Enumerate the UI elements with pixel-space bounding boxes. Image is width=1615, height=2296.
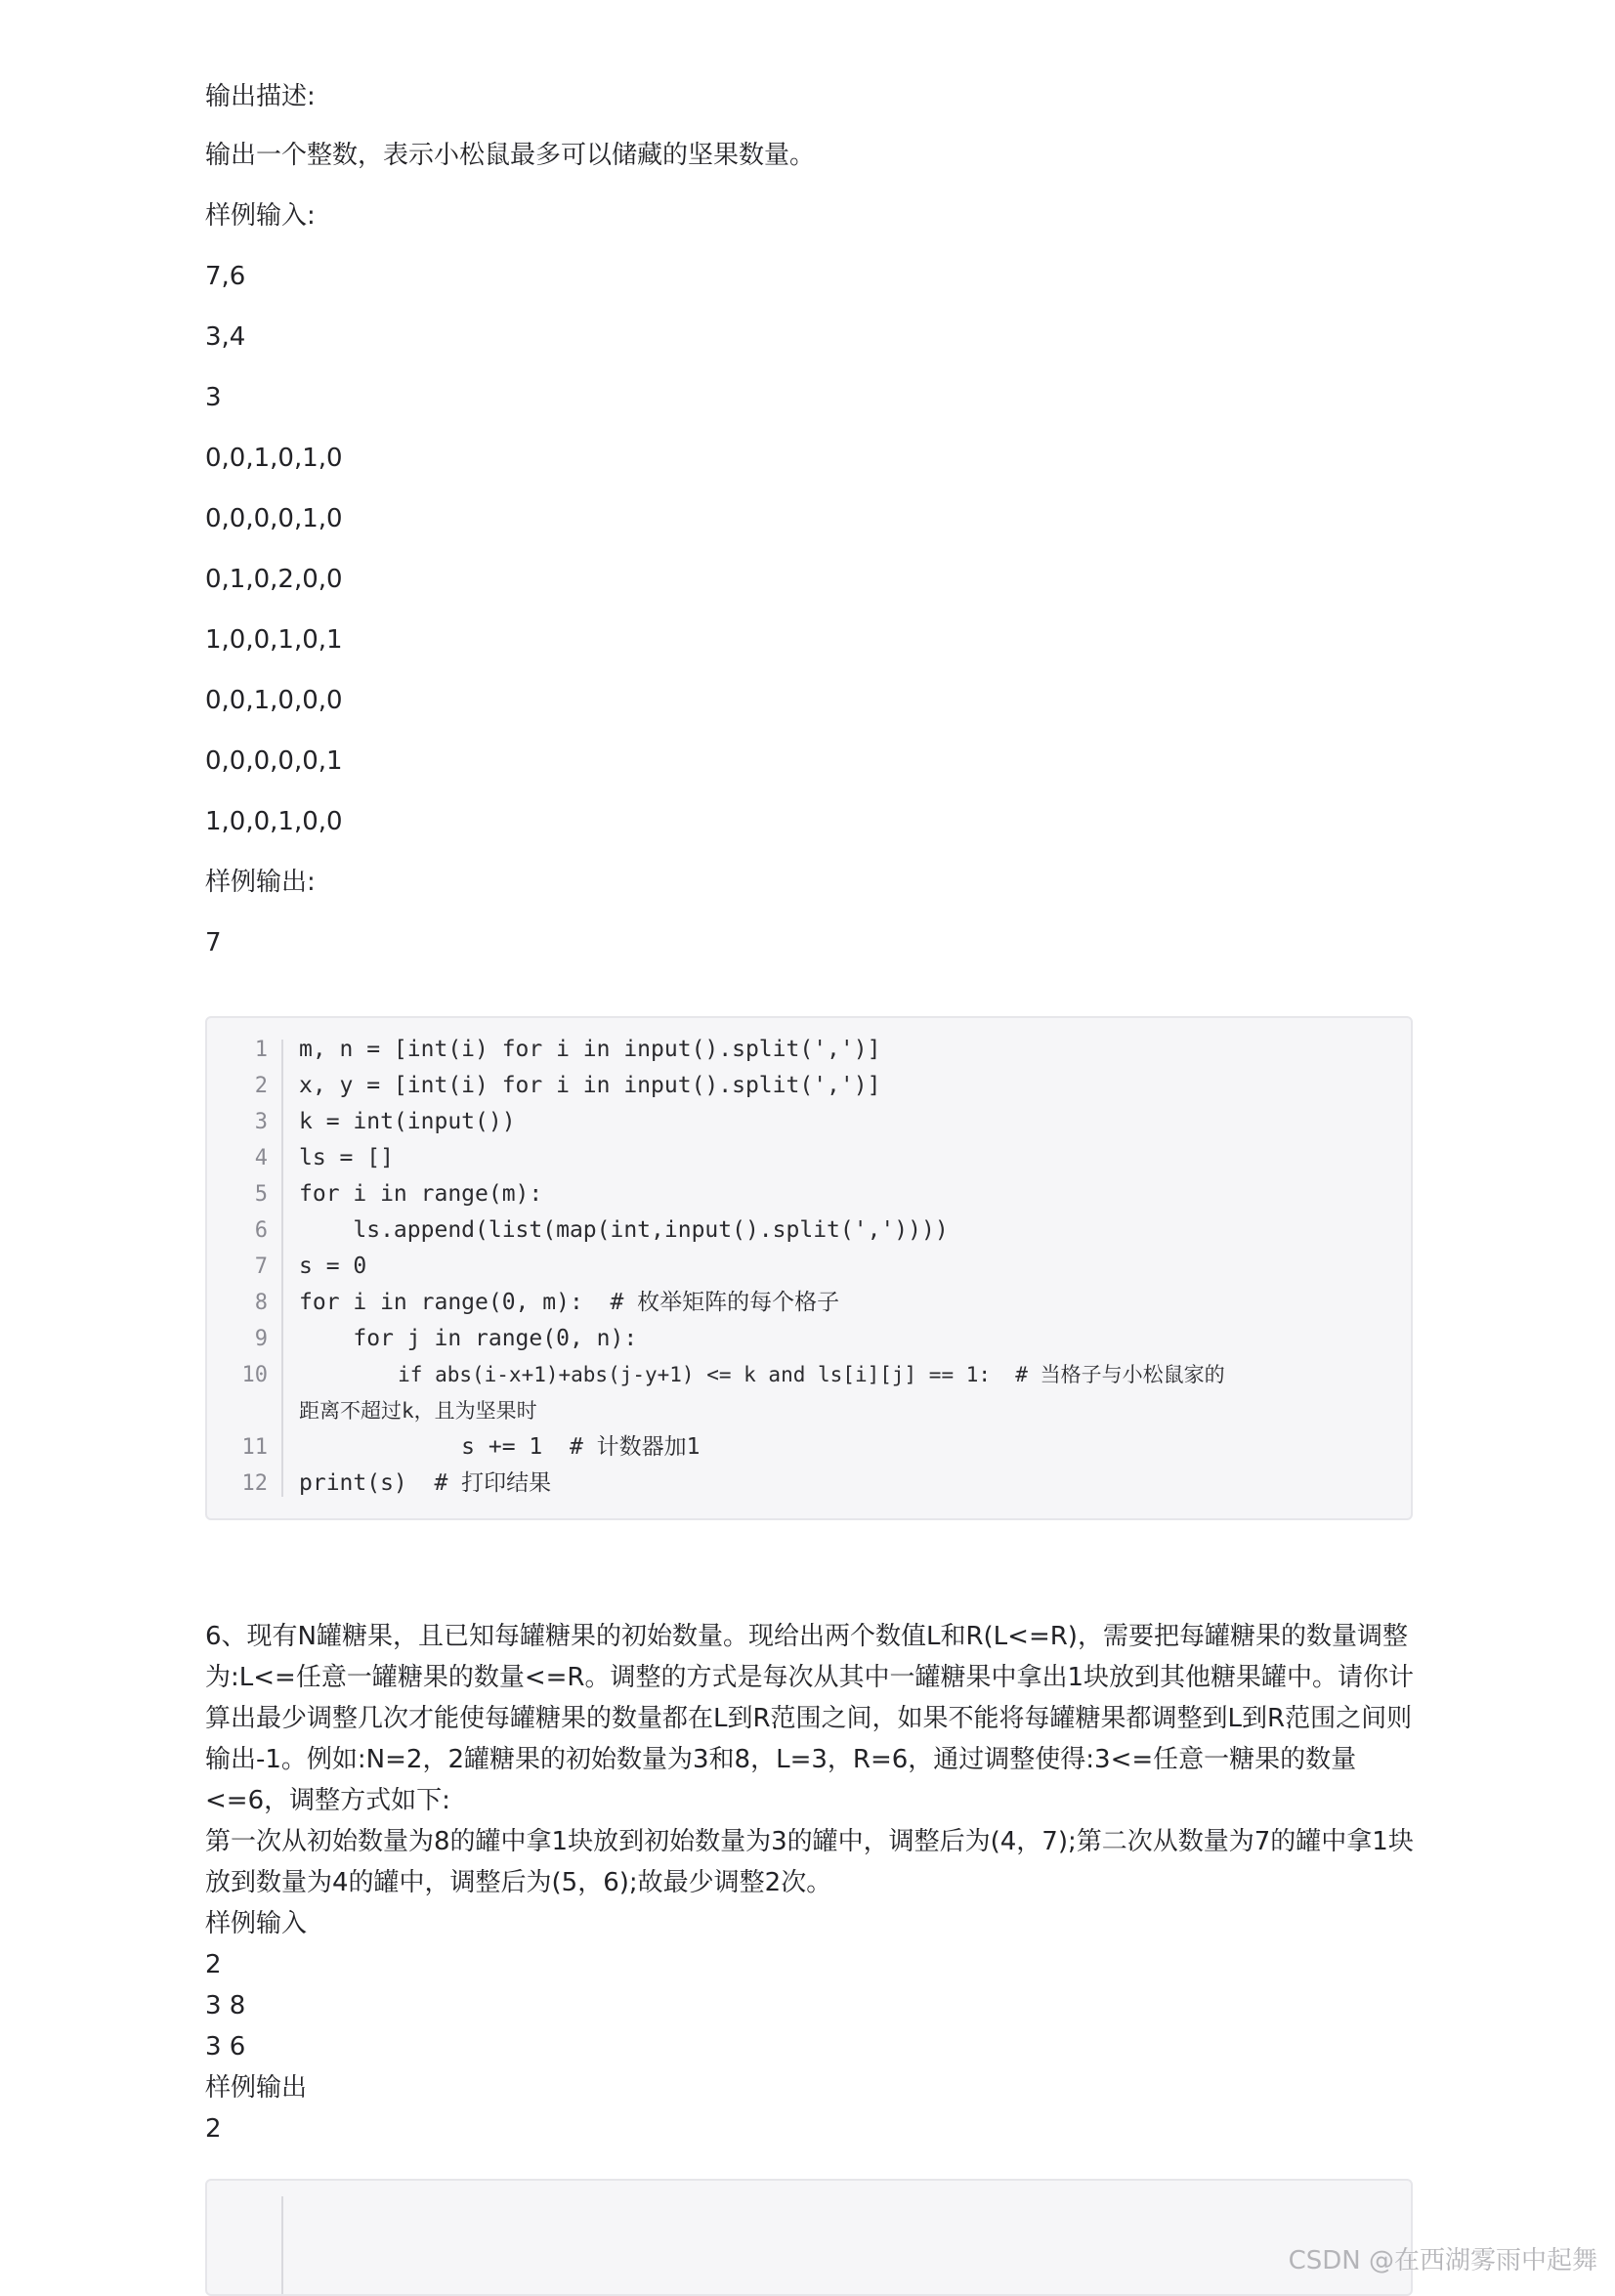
code-line: [207, 1285, 1409, 1321]
problem-6-sample-input-label: 样例输入: [205, 1909, 308, 1938]
code-text: print(s) # 打印结果: [299, 1470, 552, 1496]
code-text: for i in range(0, m): # 枚举矩阵的每个格子: [299, 1290, 840, 1315]
code-text: for i in range(m):: [299, 1181, 543, 1207]
line-number: 6: [254, 1218, 268, 1243]
code-text: if abs(i-x+1)+abs(j-y+1) <= k and ls[i][j] == 1: # 当格子与小松鼠家的: [299, 1363, 1225, 1386]
line-number: 3: [254, 1110, 268, 1134]
code-text: x, y = [int(i) for i in input().split(',')]: [299, 1073, 881, 1098]
output-desc-label: 输出描述:: [205, 82, 316, 111]
code-text: s += 1 # 计数器加1: [299, 1434, 701, 1460]
code-block[interactable]: [205, 1016, 1413, 1520]
problem-6-sample-input-line: 3 8: [205, 1991, 246, 2020]
problem-6-sample-input-line: 3 6: [205, 2032, 246, 2062]
line-number: 1: [254, 1038, 268, 1062]
code-line-continuation: [207, 1393, 1409, 1429]
line-number: 11: [241, 1435, 268, 1460]
code-block-partial[interactable]: [205, 2179, 1413, 2296]
problem-6-example: 第一次从初始数量为8的罐中拿1块放到初始数量为3的罐中，调整后为(4，7);第二次从数量为7的罐中拿1块放到数量为4的罐中，调整后为(5，6);故最少调整2次。: [205, 1827, 1414, 1897]
code-line: [207, 1466, 1409, 1502]
line-number: 8: [254, 1291, 268, 1315]
code-text: s = 0: [299, 1254, 367, 1279]
problem-6-paragraph: 6、现有N罐糖果，且已知每罐糖果的初始数量。现给出两个数值L和R(L<=R)，需要把每罐糖果的数量调整为:L<=任意一罐糖果的数量<=R。调整的方式是每次从其中一罐糖果中拿出1块放到其他糖果罐中。请你计算出最少调整几次才能使每罐糖果的数量都在L到R范围之间，如果不能将每罐糖果都调整到L到R范围之间则输出-1。例如:N=2，2罐糖果的初始数量为3和8，L=3，R=6，通过调整使得:3<=任意一糖果的数量<=6，调整方式如下:: [205, 1622, 1414, 1815]
code-line: [207, 1321, 1409, 1357]
sample-input-line: 3,4: [205, 322, 246, 352]
line-number: 7: [254, 1254, 268, 1279]
sample-input-label: 样例输入:: [205, 201, 316, 231]
sample-input-line: 1,0,0,1,0,1: [205, 625, 343, 655]
code-line: [207, 1032, 1409, 1068]
csdn-watermark: CSDN @在西湖雾雨中起舞: [1288, 2246, 1597, 2275]
sample-input-line: 0,0,1,0,1,0: [205, 444, 343, 473]
code-line: [207, 1140, 1409, 1176]
problem-6-description: [205, 1616, 1417, 2149]
sample-input-line: 1,0,0,1,0,0: [205, 807, 343, 836]
sample-input-line: 7,6: [205, 262, 246, 291]
problem-6-sample-output-label: 样例输出: [205, 2073, 308, 2103]
line-number: 9: [254, 1327, 268, 1351]
line-number: 2: [254, 1074, 268, 1098]
problem-6-sample-output-value: 2: [205, 2114, 222, 2144]
line-number: 4: [254, 1146, 268, 1170]
code-text: ls.append(list(map(int,input().split(',')))): [299, 1217, 949, 1243]
sample-input-line: 0,0,0,0,0,1: [205, 746, 343, 776]
code-line: [207, 1249, 1409, 1285]
code-text: m, n = [int(i) for i in input().split(',')]: [299, 1037, 881, 1062]
code-line: [207, 1068, 1409, 1104]
code-line: [207, 1357, 1409, 1393]
line-number-divider: [281, 2196, 283, 2294]
code-text-wrapped: 距离不超过k，且为坚果时: [299, 1399, 537, 1423]
sample-input-line: 0,0,1,0,0,0: [205, 686, 343, 715]
problem-6-sample-input-line: 2: [205, 1950, 222, 1979]
sample-input-line: 0,0,0,0,1,0: [205, 504, 343, 533]
code-text: k = int(input()): [299, 1109, 516, 1134]
sample-input-line: 0,1,0,2,0,0: [205, 565, 343, 594]
code-line: [207, 1176, 1409, 1212]
code-text: for j in range(0, n):: [299, 1326, 638, 1351]
code-line: [207, 1212, 1409, 1249]
code-line: [207, 1429, 1409, 1466]
line-number: 5: [254, 1182, 268, 1207]
sample-output-label: 样例输出:: [205, 868, 316, 897]
line-number: 10: [241, 1363, 268, 1387]
code-text: ls = []: [299, 1145, 394, 1170]
sample-input-line: 3: [205, 383, 222, 412]
line-number: 12: [241, 1471, 268, 1496]
output-desc-text: 输出一个整数，表示小松鼠最多可以储藏的坚果数量。: [205, 141, 816, 170]
code-line: [207, 1104, 1409, 1140]
sample-output-value: 7: [205, 928, 222, 957]
